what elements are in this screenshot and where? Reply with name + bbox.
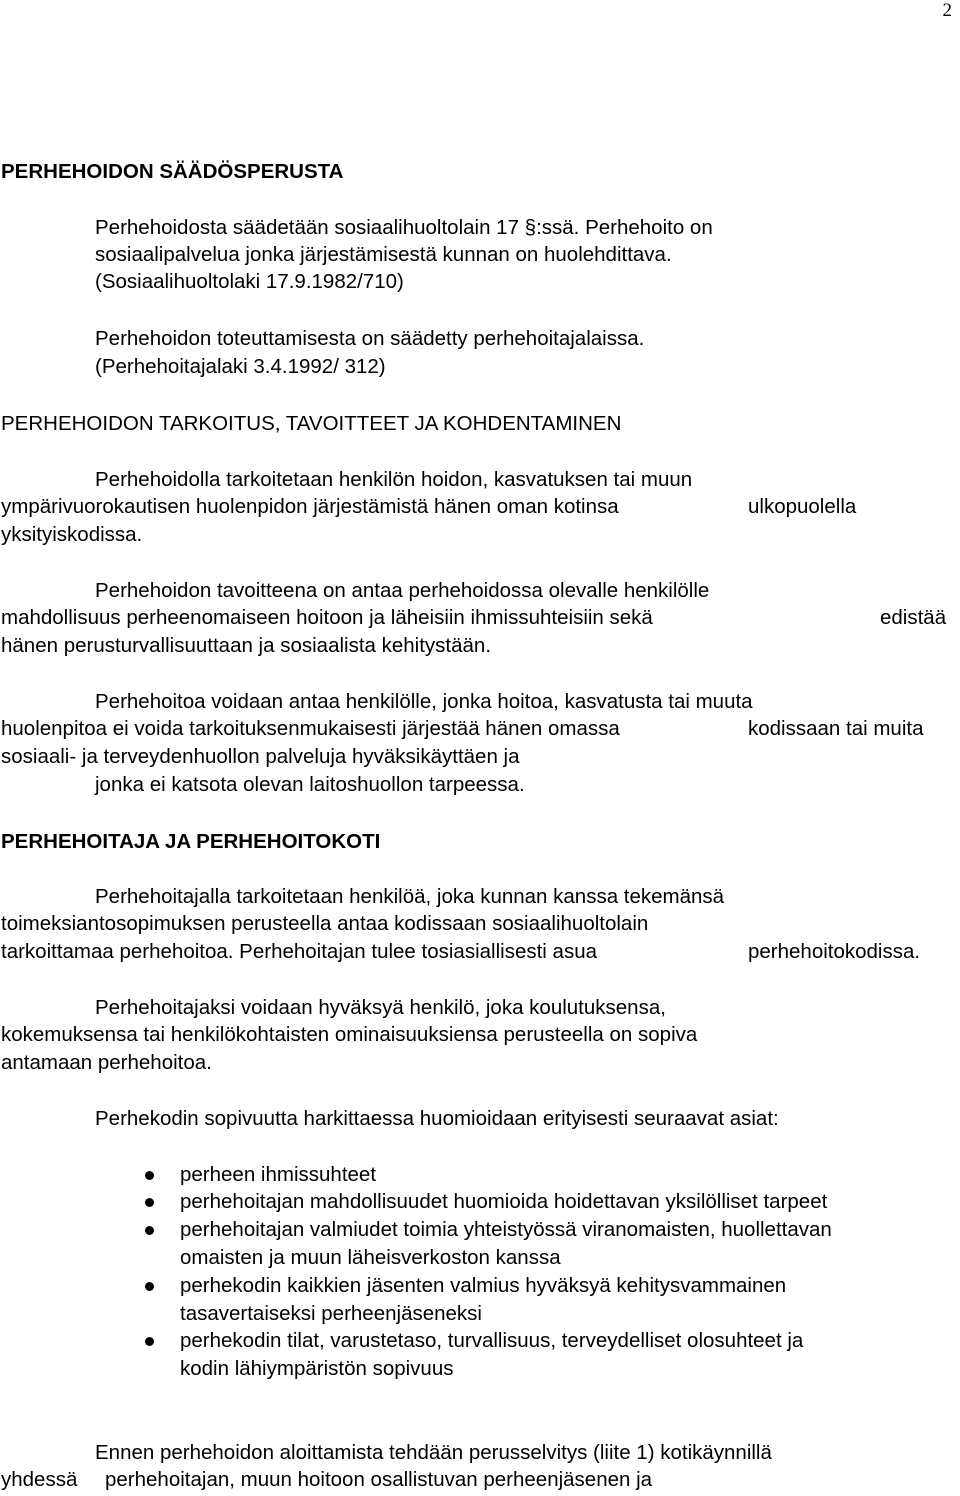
paragraph-line: ympärivuorokautisen huolenpidon järjestämistä hänen oman kotinsa [1, 495, 619, 518]
paragraph-line: perhehoitokodissa. [748, 940, 921, 963]
bullet-icon [145, 1171, 154, 1180]
section-heading-saadosperusta: PERHEHOIDON SÄÄDÖSPERUSTA [1, 160, 344, 183]
paragraph-line: Perhehoitoa voidaan antaa henkilölle, jonka hoitoa, kasvatusta tai muuta [95, 690, 753, 713]
paragraph-line: tarkoittamaa perhehoitoa. Perhehoitajan tulee tosiasiallisesti asua [1, 940, 598, 963]
list-item-text: kodin lähiympäristön sopivuus [180, 1357, 454, 1380]
paragraph-line: perhehoitajan, muun hoitoon osallistuvan perheenjäsenen ja [105, 1468, 653, 1491]
section-heading-perhehoitaja: PERHEHOITAJA JA PERHEHOITOKOTI [1, 830, 381, 853]
bullet-icon [145, 1337, 154, 1346]
paragraph-line: Perhehoidon toteuttamisesta on säädetty perhehoitajalaissa. [95, 327, 645, 350]
paragraph-line: (Sosiaalihuoltolaki 17.9.1982/710) [95, 270, 404, 293]
paragraph-line: sosiaalipalvelua jonka järjestämisestä kunnan on huolehdittava. [95, 243, 672, 266]
paragraph-line: jonka ei katsota olevan laitoshuollon tarpeessa. [95, 773, 525, 796]
paragraph-line: mahdollisuus perheenomaiseen hoitoon ja läheisiin ihmissuhteisiin sekä [1, 606, 653, 629]
paragraph-line: toimeksiantosopimuksen perusteella antaa kodissaan sosiaalihuoltolain [1, 912, 649, 935]
paragraph-line: sosiaali- ja terveydenhuollon palveluja hyväksikäyttäen ja [1, 745, 520, 768]
list-item-text: perheen ihmissuhteet [180, 1163, 377, 1186]
list-item-text: tasavertaiseksi perheenjäseneksi [180, 1302, 482, 1325]
paragraph-line: Perhekodin sopivuutta harkittaessa huomioidaan erityisesti seuraavat asiat: [95, 1107, 779, 1130]
paragraph-line: yhdessä [1, 1468, 78, 1491]
paragraph-line: kokemuksensa tai henkilökohtaisten ominaisuuksiensa perusteella on sopiva [1, 1023, 698, 1046]
bullet-icon [145, 1198, 154, 1207]
paragraph-line: hänen perusturvallisuuttaan ja sosiaalista kehitystään. [1, 634, 492, 657]
bullet-icon [145, 1282, 154, 1291]
paragraph-line: antamaan perhehoitoa. [1, 1051, 212, 1074]
paragraph-line: huolenpitoa ei voida tarkoituksenmukaisesti järjestää hänen omassa [1, 717, 620, 740]
list-item-text: perhehoitajan valmiudet toimia yhteistyössä viranomaisten, huollettavan [180, 1218, 832, 1241]
section-heading-tarkoitus: PERHEHOIDON TARKOITUS, TAVOITTEET JA KOHDENTAMINEN [1, 412, 622, 435]
paragraph-line: Perhehoitajalla tarkoitetaan henkilöä, joka kunnan kanssa tekemänsä [95, 885, 725, 908]
page-number: 2 [942, 0, 952, 21]
paragraph-line: Perhehoidolla tarkoitetaan henkilön hoidon, kasvatuksen tai muun [95, 468, 693, 491]
list-item-text: omaisten ja muun läheisverkoston kanssa [180, 1246, 561, 1269]
paragraph-line: yksityiskodissa. [1, 523, 143, 546]
bullet-icon [145, 1226, 154, 1235]
paragraph-line: edistää [880, 606, 947, 629]
paragraph-line: kodissaan tai muita [748, 717, 924, 740]
list-item-text: perhekodin tilat, varustetaso, turvallisuus, terveydelliset olosuhteet ja [180, 1329, 804, 1352]
paragraph-line: Perhehoidon tavoitteena on antaa perhehoidossa olevalle henkilölle [95, 579, 710, 602]
paragraph-line: (Perhehoitajalaki 3.4.1992/ 312) [95, 355, 386, 378]
paragraph-line: Perhehoidosta säädetään sosiaalihuoltolain 17 §:ssä. Perhehoito on [95, 216, 713, 239]
paragraph-line: Perhehoitajaksi voidaan hyväksyä henkilö, joka koulutuksensa, [95, 996, 666, 1019]
paragraph-line: ulkopuolella [748, 495, 857, 518]
paragraph-line: Ennen perhehoidon aloittamista tehdään perusselvitys (liite 1) kotikäynnillä [95, 1441, 772, 1464]
list-item-text: perhekodin kaikkien jäsenten valmius hyväksyä kehitysvammainen [180, 1274, 787, 1297]
list-item-text: perhehoitajan mahdollisuudet huomioida hoidettavan yksilölliset tarpeet [180, 1190, 828, 1213]
